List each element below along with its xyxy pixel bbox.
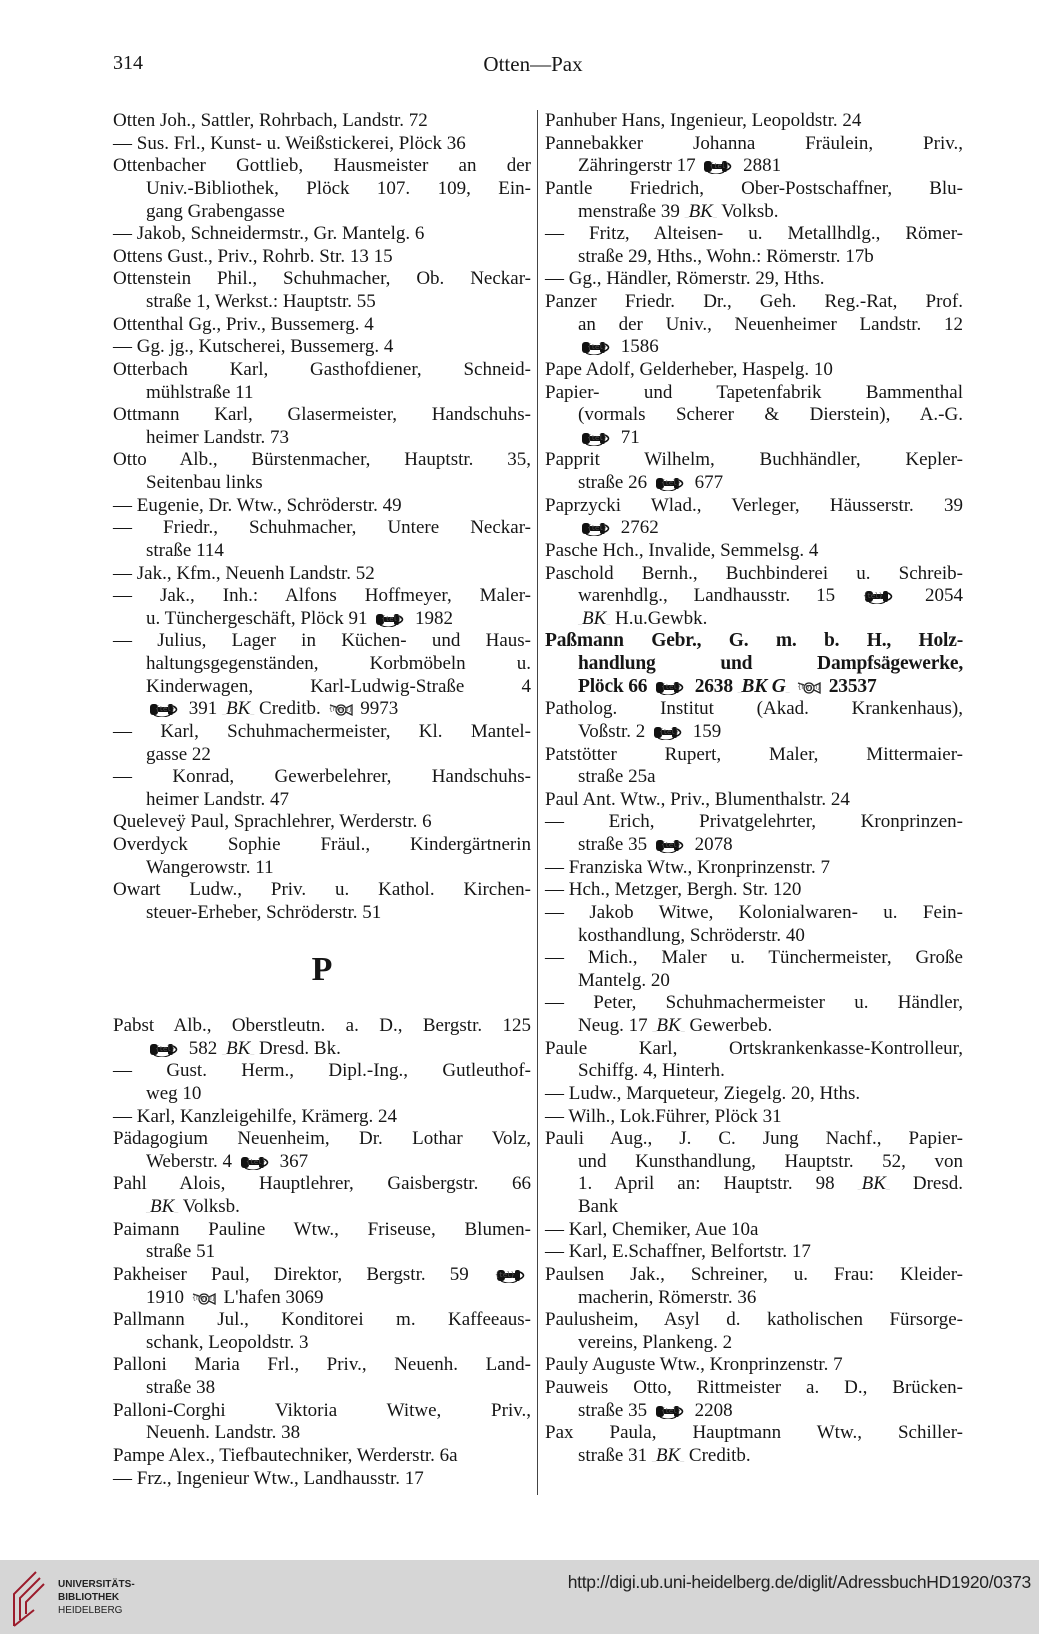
icon-token-text: {tel} (709, 162, 730, 171)
column-divider (537, 110, 538, 1495)
directory-entry (113, 1106, 531, 1129)
entry-continuation-line: Mantelg. 20 (578, 969, 670, 991)
entry-line: Ottenstein Phil., Schuhmacher, Ob. Neckar- (113, 268, 531, 290)
telephone-icon (148, 1042, 182, 1057)
entry-line: Queleveÿ Paul, Sprachlehrer, Werderstr. 6 (113, 811, 432, 833)
entry-line: Palloni Maria Frl., Priv., Neuenh. Land- (113, 1354, 531, 1376)
directory-entry (113, 1264, 531, 1309)
entry-line: Pabst Alb., Oberstleutn. a. D., Bergstr. 125 (113, 1015, 531, 1036)
bank-account-abbrev: _BK_ (652, 1015, 685, 1036)
directory-entry (113, 1354, 531, 1399)
entry-text: 1586 (616, 336, 659, 358)
entry-line: Otten Joh., Sattler, Rohrbach, Landstr. 72 (113, 110, 428, 131)
entry-continuation-line (545, 1445, 963, 1468)
entry-line: Paprzycki Wlad., Verleger, Häusserstr. 39 (545, 494, 963, 516)
entry-text: 1982 (410, 607, 453, 629)
telephone-icon (580, 521, 614, 536)
entry-continuation-line (545, 517, 963, 540)
library-logo-icon (10, 1568, 54, 1628)
entry-line: Patstötter Rupert, Maler, Mittermaier- (545, 743, 963, 765)
icon-token-text: {tel} (155, 705, 175, 714)
entry-text: Pakheiser Paul, Direktor, Bergstr. 59 (113, 1263, 493, 1285)
running-title: Otten—Pax (483, 52, 583, 76)
directory-entry (545, 811, 963, 856)
entry-continuation-line: heimer Landstr. 47 (146, 788, 289, 810)
directory-entry (113, 1219, 531, 1264)
entry-text: 367 (274, 1150, 309, 1172)
entry-line: Owart Ludw., Priv. u. Kathol. Kirchen- (113, 879, 531, 901)
entry-continuation-line (113, 1151, 531, 1174)
directory-entry (545, 563, 963, 631)
directory-entry (113, 110, 531, 133)
entry-continuation-line: schank, Leopoldstr. 3 (146, 1331, 309, 1353)
entry-continuation-line: weg 10 (146, 1082, 202, 1104)
entry-line: Paulsen Jak., Schreiner, u. Frau: Kleider- (545, 1263, 963, 1285)
entry-line: Pauli Aug., J. C. Jung Nachf., Papier- (545, 1128, 963, 1150)
directory-entry (545, 110, 963, 133)
entry-line: — Karl, Schuhmachermeister, Kl. Mantel- (113, 720, 531, 742)
library-logo[interactable] (10, 1568, 150, 1628)
directory-entry (113, 1309, 531, 1354)
entry-text: L'hafen 3069 (218, 1286, 324, 1308)
entry-line: — Ludw., Marqueteur, Ziegelg. 20, Hths. (545, 1082, 861, 1104)
entry-text: menstraße 39 (578, 200, 685, 222)
entry-line: Pantle Friedrich, Ober-Postschaffner, Blu- (545, 177, 963, 199)
directory-entry (545, 947, 963, 992)
bank-account-abbrev: _BK_ (222, 1037, 255, 1059)
directory-entry (545, 698, 963, 743)
directory-entry (113, 1445, 531, 1468)
telephone-icon (654, 476, 688, 491)
directory-entry (113, 834, 531, 879)
directory-entry (113, 1128, 531, 1173)
icon-token-text: {tel} (587, 524, 607, 533)
entry-continuation-line (113, 1196, 531, 1219)
entry-continuation-line (545, 834, 963, 857)
telephone-icon (239, 1155, 273, 1170)
entry-continuation-line: Bank (578, 1196, 619, 1217)
entry-continuation-line: gasse 22 (146, 743, 211, 765)
entry-continuation-line (545, 676, 963, 699)
post-horn-icon (328, 702, 354, 717)
entry-text: 2762 (616, 517, 659, 539)
bank-account-abbrev: _BK_ (684, 200, 717, 222)
entry-line: — Jakob, Schneidermstr., Gr. Mantelg. 6 (113, 223, 425, 245)
entry-continuation-line: macherin, Römerstr. 36 (578, 1286, 757, 1308)
page-number: 314 (113, 52, 143, 74)
directory-entry (545, 291, 963, 359)
directory-entry (545, 630, 963, 698)
directory-entry (113, 721, 531, 766)
entry-line: — Julius, Lager in Küchen- und Haus- (113, 630, 531, 652)
entry-line: Pädagogium Neuenheim, Dr. Lothar Volz, (113, 1128, 531, 1150)
directory-entry (113, 1400, 531, 1445)
entry-text: Gewerbeb. (684, 1015, 773, 1036)
entry-line: Paule Karl, Ortskrankenkasse-Kontrolleur, (545, 1037, 963, 1059)
entry-text: straße 26 (578, 472, 652, 493)
bank-account-abbrev: _BK_ (578, 607, 611, 629)
entry-line: Pax Paula, Hauptmann Wtw., Schiller- (545, 1422, 963, 1444)
entry-text: 391 (184, 698, 222, 720)
entry-continuation-line (113, 1287, 531, 1310)
entry-continuation-line: straße 1, Werkst.: Hauptstr. 55 (146, 291, 376, 312)
entry-continuation-line (545, 1173, 963, 1196)
entry-text: 23537 (824, 675, 877, 697)
icon-token-text: {tel} (659, 728, 679, 737)
entry-text: 2078 (689, 834, 733, 855)
directory-entry (113, 155, 531, 223)
icon-token-text: {tel} (587, 433, 607, 442)
entry-continuation-line: vereins, Plankeng. 2 (578, 1331, 733, 1353)
entry-line: Ottenbacher Gottlieb, Hausmeister an der (113, 155, 531, 177)
entry-line: — Jak., Inh.: Alfons Hoffmeyer, Maler- (113, 585, 531, 607)
directory-entry (545, 178, 963, 223)
entry-text: 582 (184, 1037, 222, 1059)
entry-continuation-line: Univ.-Bibliothek, Plöck 107. 109, Ein- (146, 177, 531, 199)
entry-line: Paschold Bernh., Buchbinderei u. Schreib- (545, 562, 963, 584)
directory-entry (113, 1015, 531, 1060)
directory-entry (545, 1264, 963, 1309)
entry-line: — Erich, Privatgelehrter, Kronprinzen- (545, 811, 963, 833)
entry-continuation-line: steuer-Erheber, Schröderstr. 51 (146, 901, 382, 923)
entry-line: Panzer Friedr. Dr., Geh. Reg.-Rat, Prof. (545, 291, 963, 312)
entry-line: — Gg., Händler, Römerstr. 29, Hths. (545, 268, 825, 290)
entry-line: Ottens Gust., Priv., Rohrb. Str. 13 15 (113, 245, 393, 267)
entry-line: — Jakob Witwe, Kolonialwaren- u. Fein- (545, 901, 963, 923)
directory-entry (113, 1468, 531, 1491)
entry-continuation-line: gang Grabengasse (146, 200, 285, 222)
entry-text: Dresd. Bk. (254, 1037, 341, 1059)
telephone-icon (374, 612, 408, 627)
telephone-icon (148, 702, 182, 717)
post-horn-icon (796, 680, 822, 695)
directory-entry (545, 359, 963, 382)
directory-entry (545, 540, 963, 563)
entry-line: — Friedr., Schuhmacher, Untere Neckar- (113, 517, 531, 539)
directory-entry (113, 336, 531, 359)
bank-account-abbrev: _BK_ (146, 1196, 179, 1217)
entry-continuation-line: straße 29, Hths., Wohn.: Römerstr. 17b (578, 245, 874, 267)
entry-text: 2881 (738, 155, 782, 177)
entry-continuation-line: (vormals Scherer & Dierstein), A.-G. (578, 404, 963, 426)
entry-line (113, 1264, 531, 1287)
source-url-link[interactable]: http://digi.ub.uni-heidelberg.de/diglit/AdressbuchHD1920/0373 (567, 1572, 1031, 1592)
bank-account-abbrev: _BK_ (651, 1444, 685, 1466)
entry-line: Palloni-Corghi Viktoria Witwe, Priv., (113, 1399, 531, 1421)
entry-line: — Gust. Herm., Dipl.-Ing., Gutleuthof- (113, 1060, 531, 1082)
entry-text: Neug. 17 (578, 1015, 653, 1036)
directory-entry (545, 449, 963, 494)
entry-text: Creditb. (254, 698, 326, 720)
icon-token-text: {tel} (246, 1157, 266, 1166)
entry-text: warenhdlg., Landhausstr. 15 (578, 585, 862, 607)
entry-text: 677 (689, 472, 724, 493)
directory-entry (113, 223, 531, 246)
entry-text: Zähringerstr 17 (578, 155, 701, 177)
entry-continuation-line (545, 585, 963, 608)
entry-text: 71 (616, 426, 640, 448)
telephone-icon (580, 340, 614, 355)
entry-line: Ottmann Karl, Glasermeister, Handschuhs- (113, 404, 531, 426)
directory-entry (545, 1309, 963, 1354)
directory-entry (113, 359, 531, 404)
directory-entry (545, 268, 963, 291)
entry-line: — Fritz, Alteisen- u. Metallhdlg., Römer- (545, 223, 963, 245)
directory-entry (545, 1241, 963, 1264)
directory-entry (113, 766, 531, 811)
entry-line: Overdyck Sophie Fräul., Kindergärtnerin (113, 834, 531, 855)
entry-continuation-line (113, 608, 531, 631)
entry-text: u. Tünchergeschäft, Plöck 91 (146, 607, 373, 629)
directory-entry (113, 811, 531, 834)
directory-entry (113, 246, 531, 269)
directory-entry (545, 495, 963, 540)
directory-entry (113, 404, 531, 449)
icon-token-text: {tel} (863, 592, 883, 601)
icon-token-text: {tel} (495, 1271, 515, 1280)
entry-continuation-line: Neuenh. Landstr. 38 (146, 1422, 301, 1444)
entry-line: Patholog. Institut (Akad. Krankenhaus), (545, 698, 963, 720)
entry-line: Paul Ant. Wtw., Priv., Blumenthalstr. 24 (545, 788, 850, 810)
telephone-icon (654, 680, 688, 695)
entry-text: straße 31 (578, 1444, 652, 1466)
icon-token-text: {tel} (381, 614, 401, 623)
icon-token-text: {tel} (661, 682, 681, 691)
entry-line: Pape Adolf, Gelderheber, Haspelg. 10 (545, 358, 833, 380)
icon-token-text: {tel} (661, 479, 681, 488)
entry-text: Weberstr. 4 (146, 1150, 237, 1172)
telephone-icon (652, 725, 686, 740)
entry-line: Ottenthal Gg., Priv., Bussemerg. 4 (113, 313, 374, 335)
entry-text: Plöck 66 (578, 675, 653, 697)
entry-line: Paimann Pauline Wtw., Friseuse, Blumen- (113, 1218, 531, 1240)
telephone-icon (495, 1268, 529, 1283)
entry-text: Voßstr. 2 (578, 720, 650, 742)
directory-entry (545, 223, 963, 268)
entry-line: — Sus. Frl., Kunst- u. Weißstickerei, Plöck 36 (113, 132, 466, 154)
logo-line-1: UNIVERSITÄTS- (58, 1579, 135, 1590)
entry-line: Pauweis Otto, Rittmeister a. D., Brücken- (545, 1377, 963, 1398)
logo-line-2: BIBLIOTHEK (58, 1592, 120, 1603)
entry-continuation-line: straße 38 (146, 1377, 216, 1398)
entry-continuation-line: Schiffg. 4, Hinterh. (578, 1060, 725, 1082)
entry-text: 2054 (899, 585, 963, 607)
entry-line: — Mich., Maler u. Tünchermeister, Große (545, 947, 963, 969)
entry-line: Pasche Hch., Invalide, Semmelsg. 4 (545, 539, 819, 561)
entry-line: — Karl, Kanzleigehilfe, Krämerg. 24 (113, 1105, 398, 1127)
icon-token-text: {tel} (661, 841, 681, 850)
telephone-icon (702, 159, 736, 174)
entry-text: straße 35 (578, 834, 652, 855)
entry-continuation-line (545, 721, 963, 744)
directory-entry (113, 563, 531, 586)
post-horn-icon (191, 1291, 217, 1306)
entry-continuation-line (113, 698, 531, 721)
directory-entry (545, 879, 963, 902)
directory-entry (545, 1377, 963, 1422)
entry-line: Pallmann Jul., Konditorei m. Kaffeeaus- (113, 1309, 531, 1331)
entry-line: Papprit Wilhelm, Buchhändler, Kepler- (545, 449, 963, 471)
left-column (113, 110, 531, 1490)
entry-line: Panhuber Hans, Ingenieur, Leopoldstr. 24 (545, 110, 862, 131)
entry-line: Otto Alb., Bürstenmacher, Hauptstr. 35, (113, 449, 531, 471)
directory-entry (113, 630, 531, 721)
entry-line: — Gg. jg., Kutscherei, Bussemerg. 4 (113, 336, 394, 358)
directory-entry (545, 789, 963, 812)
directory-entry (113, 495, 531, 518)
entry-text: 159 (687, 720, 722, 742)
directory-entry (545, 133, 963, 178)
entry-line: — Karl, Chemiker, Aue 10a (545, 1218, 759, 1240)
icon-token-text: {horn} (328, 705, 353, 714)
entry-text: Creditb. (684, 1444, 751, 1466)
directory-entry (113, 879, 531, 924)
entry-text: straße 35 (578, 1399, 652, 1421)
directory-entry (545, 1038, 963, 1083)
directory-entry (113, 1060, 531, 1105)
entry-continuation-line: mühlstraße 11 (146, 381, 254, 403)
bank-account-abbrev: _BK_ (857, 1173, 890, 1195)
telephone-icon (654, 1404, 688, 1419)
directory-entry (113, 517, 531, 562)
entry-line: Papier- und Tapetenfabrik Bammenthal (545, 381, 963, 403)
entry-continuation-line: an der Univ., Neuenheimer Landstr. 12 (578, 313, 963, 335)
entry-line: Pampe Alex., Tiefbautechniker, Werderstr. 6a (113, 1444, 458, 1466)
directory-entry (545, 382, 963, 450)
entry-continuation-line: straße 51 (146, 1241, 216, 1263)
directory-entry (113, 1173, 531, 1218)
entry-text: 1910 (146, 1286, 189, 1308)
entry-continuation-line (545, 427, 963, 450)
icon-token-text: {tel} (587, 343, 607, 352)
bank-account-abbrev: _BK G_ (737, 675, 790, 697)
entry-line: Pauly Auguste Wtw., Kronprinzenstr. 7 (545, 1354, 843, 1376)
directory-entry (545, 857, 963, 880)
entry-line: — Hch., Metzger, Bergh. Str. 120 (545, 879, 802, 901)
directory-entry (545, 744, 963, 789)
entry-line: Paulusheim, Asyl d. katholischen Fürsorge- (545, 1309, 963, 1331)
entry-continuation-line (545, 336, 963, 359)
telephone-icon (654, 838, 688, 853)
entry-line: Pahl Alois, Hauptlehrer, Gaisbergstr. 66 (113, 1173, 531, 1195)
directory-entry (545, 1128, 963, 1219)
entry-continuation-line: Kinderwagen, Karl-Ludwig-Straße 4 (146, 675, 531, 697)
directory-entry (545, 1354, 963, 1377)
entry-text: Volksb. (178, 1196, 240, 1217)
entry-line: — Konrad, Gewerbelehrer, Handschuhs- (113, 766, 531, 788)
directory-entry (545, 1422, 963, 1467)
entry-continuation-line (113, 1038, 531, 1061)
entry-line: — Karl, E.Schaffner, Belfortstr. 17 (545, 1241, 811, 1263)
telephone-icon (580, 431, 614, 446)
entry-continuation-line (545, 201, 963, 224)
section-letter-heading: P (311, 950, 333, 988)
directory-entry (113, 268, 531, 313)
entry-continuation-line: heimer Landstr. 73 (146, 426, 289, 448)
right-column (545, 110, 963, 1468)
footer-bar (0, 1560, 1039, 1634)
icon-token-text: {tel} (155, 1044, 175, 1053)
entry-continuation-line: Wangerowstr. 11 (146, 856, 274, 878)
entry-line: — Franziska Wtw., Kronprinzenstr. 7 (545, 856, 830, 878)
entry-continuation-line: Seitenbau links (146, 472, 263, 493)
entry-continuation-line (545, 155, 963, 178)
directory-entry (113, 449, 531, 494)
entry-continuation-line (545, 608, 963, 631)
entry-continuation-line: und Kunsthandlung, Hauptstr. 52, von (578, 1150, 963, 1172)
entry-continuation-line: straße 114 (146, 539, 224, 561)
icon-token-text: {horn} (797, 682, 821, 691)
directory-entry (113, 133, 531, 156)
entry-line: — Peter, Schuhmachermeister u. Händler, (545, 992, 963, 1014)
entry-continuation-line: kosthandlung, Schröderstr. 40 (578, 924, 805, 946)
entry-text: 2208 (689, 1399, 733, 1421)
logo-line-3: HEIDELBERG (58, 1605, 123, 1616)
entry-line: — Frz., Ingenieur Wtw., Landhausstr. 17 (113, 1467, 424, 1489)
directory-entry (545, 1106, 963, 1129)
entry-line: Otterbach Karl, Gasthofdiener, Schneid- (113, 358, 531, 380)
entry-line: Pannebakker Johanna Fräulein, Priv., (545, 132, 963, 154)
entry-line: — Wilh., Lok.Führer, Plöck 31 (545, 1105, 782, 1127)
icon-token-text: {horn} (192, 1293, 216, 1302)
bank-account-abbrev: _BK_ (222, 698, 255, 720)
directory-entry (545, 992, 963, 1037)
icon-token-text: {tel} (661, 1406, 681, 1415)
entry-continuation-line (545, 1015, 963, 1038)
entry-text: 1. April an: Hauptstr. 98 (578, 1173, 858, 1195)
entry-text: 2638 (690, 675, 738, 697)
entry-text: 9973 (355, 698, 399, 720)
entry-text: H.u.Gewbk. (610, 607, 708, 629)
entry-line: — Eugenie, Dr. Wtw., Schröderstr. 49 (113, 494, 402, 516)
entry-line: — Jak., Kfm., Neuenh Landstr. 52 (113, 562, 375, 584)
entry-continuation-line: haltungsgegenständen, Korbmöbeln u. (146, 653, 531, 674)
directory-entry (113, 314, 531, 337)
entry-continuation-line (545, 472, 963, 495)
entry-line: Paßmann Gebr., G. m. b. H., Holz- (545, 630, 963, 652)
entry-text: Volksb. (716, 200, 779, 222)
entry-text: Dresd. (889, 1173, 963, 1195)
directory-entry (545, 1083, 963, 1106)
directory-entry (545, 902, 963, 947)
entry-continuation-line (545, 1400, 963, 1423)
entry-continuation-line: handlung und Dampfsägewerke, (578, 653, 963, 674)
directory-entry (113, 585, 531, 630)
directory-entry (545, 1219, 963, 1242)
telephone-icon (863, 589, 897, 604)
entry-continuation-line: straße 25a (578, 766, 656, 788)
entry-text (789, 676, 794, 697)
